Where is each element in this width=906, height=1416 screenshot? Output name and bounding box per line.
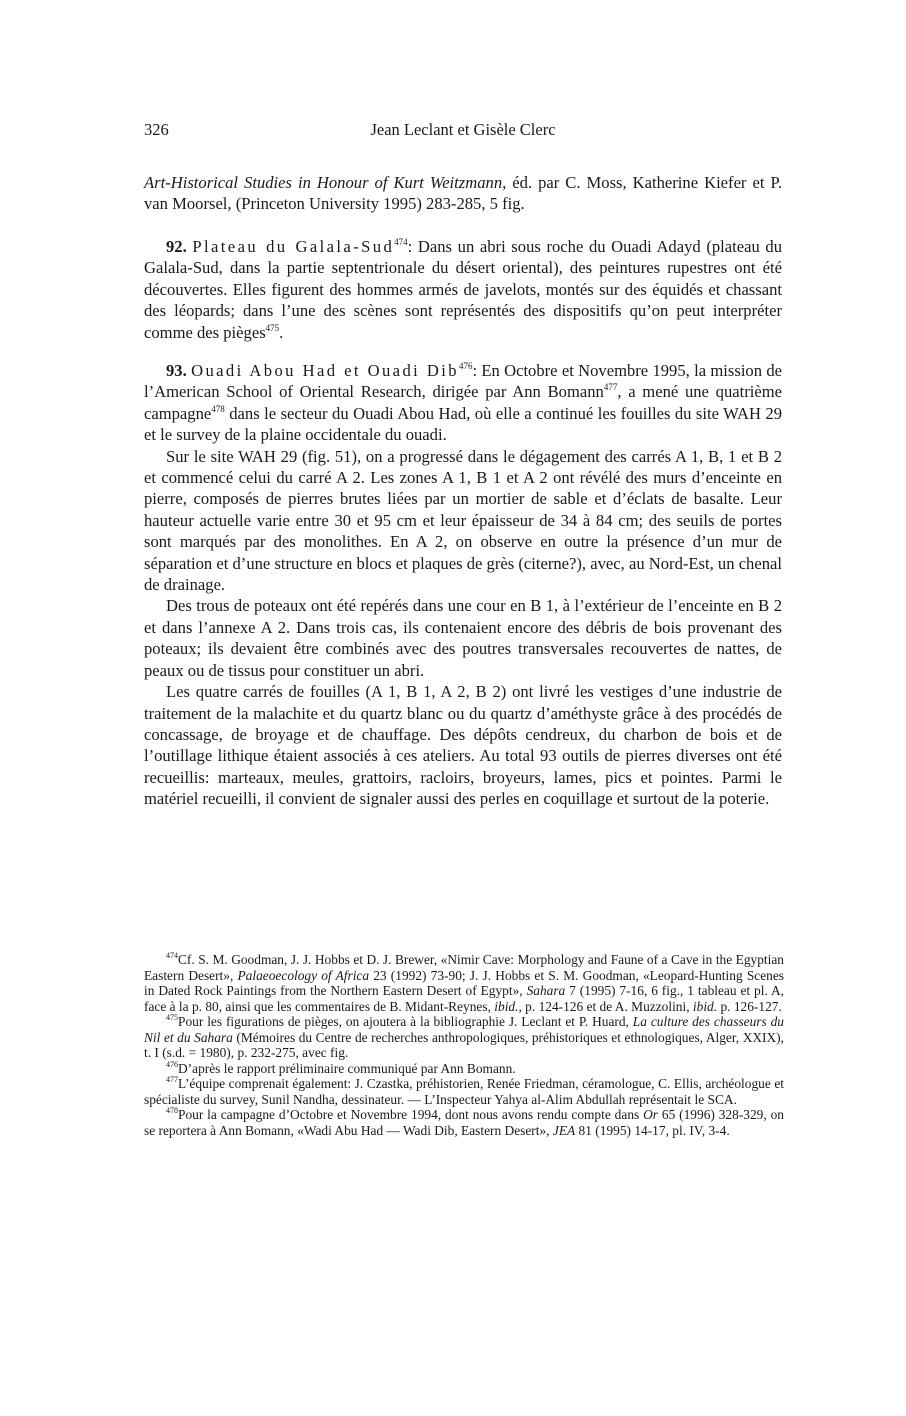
citation-rest: , éd. par C. Moss, Katherine Kiefer et P. van Moorsel, (Princeton University 1995) 283-285, 5 fig. xyxy=(144,173,782,214)
footnote-italic: La culture des chasseurs du Nil et du Sahara xyxy=(144,1014,785,1045)
footnote-number: 474 xyxy=(166,951,178,960)
footnote-476 xyxy=(144,1061,784,1077)
footnote-478 xyxy=(144,1107,784,1138)
section-heading: Ouadi Abou Had et Ouadi Dib xyxy=(191,361,459,380)
citation-title: Art-Historical Studies in Honour of Kurt Weitzmann xyxy=(144,173,503,192)
footnote-text: D’après le rapport préliminaire communiqué par Ann Bomann. xyxy=(178,1060,516,1076)
footnote-number: 475 xyxy=(166,1013,178,1022)
footnote-number: 476 xyxy=(166,1059,178,1069)
paragraph-text: . xyxy=(279,322,284,342)
footnote-number: 478 xyxy=(166,1106,178,1115)
footnote-text: 23 (1992) 73-90; J. J. Hobbs et S. M. Goodman, «Leopard-Hunting Scenes in Dated Rock Paintings from the Northern Eastern Desert of Egypt», xyxy=(144,967,784,998)
footnote-italic: Or xyxy=(643,1107,658,1122)
footnote-number: 477 xyxy=(166,1075,178,1084)
section-number: 92. xyxy=(166,237,187,256)
citation-continuation xyxy=(144,172,782,215)
paragraph-text: dans le secteur du Ouadi Abou Had, où elle a continué les fouilles du site WAH 29 et le survey de la plaine occidentale du ouadi. xyxy=(144,403,782,445)
footnote-text: (Mémoires du Centre de recherches anthropologiques, préhistoriques et ethnologiques, Alger, XXIX), t. I (s.d. = 1980), p. 232-275, avec fig. xyxy=(144,1029,784,1060)
footnote-text: Pour la campagne d’Octobre et Novembre 1994, dont nous avons rendu compte dans xyxy=(178,1107,644,1122)
footnote-text: p. 126-127. xyxy=(717,998,782,1014)
page-header xyxy=(144,120,782,142)
footnote-ref: 476 xyxy=(458,361,473,371)
paragraph: Sur le site WAH 29 (fig. 51), on a progressé dans le dégagement des carrés A 1, B, 1 et B 2 et commencé celui du carré A 2. Les zones A 1, B 1 et A 2 ont révélé des murs d’enceinte en pierre, composés de pierres brutes liées par un mortier de sable et d’éclats de basalte. Leur hauteur actuelle varie entre 30 et 95 cm et leur épaisseur de 34 à 84 cm; des seuils de portes sont marqués par des monolithes. En A 2, on observe en outre la présence d’un mur de séparation et d’une structure en blocs et plaques de grès (citerne?), avec, au Nord-Est, un chenal de drainage. xyxy=(144,446,782,595)
paragraph: Des trous de poteaux ont été repérés dans une cour en B 1, à l’extérieur de l’enceinte en B 2 et dans l’annexe A 2. Dans trois cas, ils contenaient encore des débris de bois provenant des poteaux; ils devaient être combinés avec des poutres transversales recouvertes de nattes, de peaux ou de tissus pour constituer un abri. xyxy=(144,596,782,680)
footnote-475 xyxy=(144,1014,784,1061)
footnote-italic: ibid. xyxy=(494,998,519,1014)
footnote-text: , p. 124-126 et de A. Muzzolini, xyxy=(518,998,693,1014)
footnote-italic: Palaeoecology of Africa xyxy=(237,967,370,983)
footnote-ref: 478 xyxy=(211,403,225,414)
footnote-ref: 477 xyxy=(603,382,618,393)
footnote-italic: JEA xyxy=(552,1122,576,1138)
page-number: 326 xyxy=(144,120,169,139)
footnotes xyxy=(144,952,784,1138)
footnote-474 xyxy=(144,952,784,1014)
running-head: Jean Leclant et Gisèle Clerc xyxy=(370,120,556,139)
section-heading: Plateau du Galala-Sud xyxy=(192,237,395,256)
footnote-italic: ibid. xyxy=(692,998,718,1014)
paragraph-text: , a mené une quatrième campagne xyxy=(144,382,782,423)
footnote-ref: 475 xyxy=(265,322,280,333)
footnote-italic: Sahara xyxy=(526,983,566,998)
footnote-477 xyxy=(144,1076,784,1107)
footnote-text: 65 (1996) 328-329, on se reportera à Ann Bomann, «Wadi Abu Had — Wadi Dib, Eastern Desert», xyxy=(144,1107,784,1138)
paragraph: Les quatre carrés de fouilles (A 1, B 1, A 2, B 2) ont livré les vestiges d’une industrie de traitement de la malachite et du quartz blanc ou du quartz d’améthyste grâce à des procédés de concassage, de broyage et de chauffage. Des dépôts cendreux, du charbon de bois et de l’outillage lithique étaient associés à ces ateliers. Au total 93 outils de pierres diverses ont été recueillis: marteaux, meules, grattoirs, racloirs, broyeurs, lames, pics et pointes. Parmi le matériel recueilli, il convient de signaler aussi des perles en coquillage et surtout de la poterie. xyxy=(144,682,782,809)
section-93 xyxy=(144,360,782,810)
paragraph-text: : En Octobre et Novembre 1995, la mission de l’American School of Oriental Research, dirigée par Ann Bomann xyxy=(144,361,782,402)
footnote-text: 7 (1995) 7-16, 6 fig., 1 tableau et pl. A, face à la p. 80, ainsi que les commentaires de B. Midant-Reynes, xyxy=(144,983,785,1014)
footnote-text: 81 (1995) 14-17, pl. IV, 3-4. xyxy=(575,1122,730,1138)
footnote-text: Cf. S. M. Goodman, J. J. Hobbs et D. J. Brewer, «Nimir Cave: Morphology and Faune of a Cave in the Egyptian Eastern Desert», xyxy=(144,952,784,983)
section-number: 93. xyxy=(166,361,187,380)
section-92 xyxy=(144,236,782,343)
paragraph-text: : Dans un abri sous roche du Ouadi Adayd (plateau du Galala-Sud, dans la partie septentrionale du désert oriental), des peintures rupestres ont été découvertes. Elles figurent des hommes armés de javelots, montés sur des équidés et chassant des léopards; dans l’une des scènes sont représentés des dispositifs qu’on peut interpréter comme des pièges xyxy=(144,237,782,342)
footnote-ref: 474 xyxy=(394,237,408,247)
footnote-text: Pour les figurations de pièges, on ajoutera à la bibliographie J. Leclant et P. Huard, xyxy=(178,1014,633,1029)
footnote-text: L’équipe comprenait également: J. Czastka, préhistorien, Renée Friedman, céramologue, C. Ellis, archéologue et spécialiste du survey, Sunil Nandha, dessinateur. — L’Inspecteur Yahya al-Alim Abdullah représentait le SCA. xyxy=(144,1076,784,1107)
